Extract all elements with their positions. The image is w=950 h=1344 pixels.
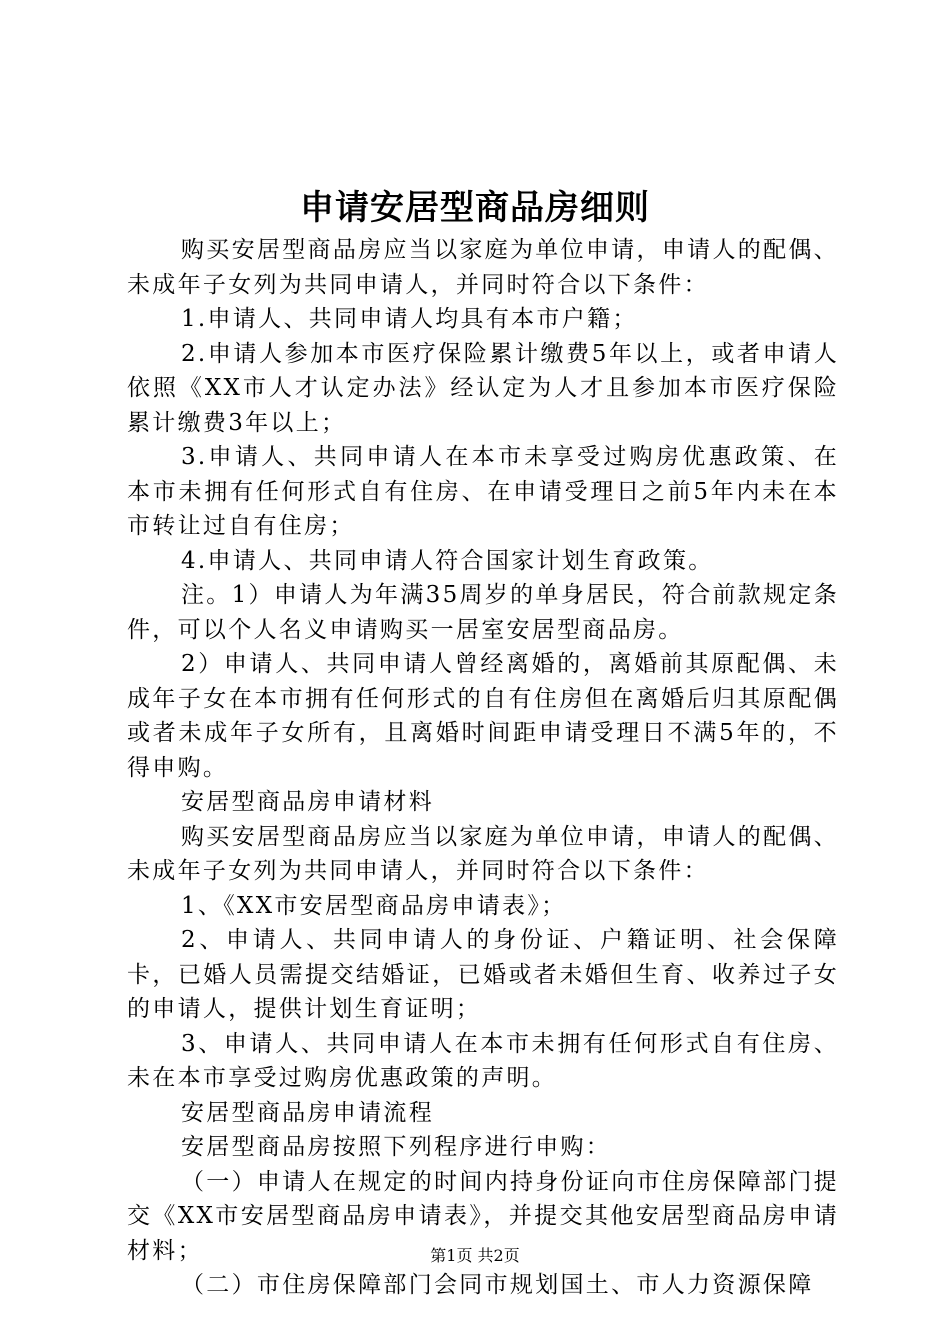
paragraph: 2、申请人、共同申请人的身份证、户籍证明、社会保障卡，已婚人员需提交结婚证，已婚或者未婚但生育、收养过子女的申请人，提供计划生育证明； (127, 927, 839, 1022)
paragraph: （一）申请人在规定的时间内持身份证向市住房保障部门提交《XX市安居型商品房申请表》，并提交其他安居型商品房申请材料； (127, 1168, 839, 1264)
paragraph: 2）申请人、共同申请人曾经离婚的，离婚前其原配偶、未成年子女在本市拥有任何形式的自有住房但在离婚后归其原配偶或者未成年子女所有，且离婚时间距申请受理日不满5年的，不得申购。 (127, 651, 839, 781)
document-title: 申请安居型商品房细则 (300, 188, 650, 228)
paragraph: 购买安居型商品房应当以家庭为单位申请，申请人的配偶、未成年子女列为共同申请人，并同时符合以下条件： (127, 823, 839, 884)
paragraph: 注。1）申请人为年满35周岁的单身居民，符合前款规定条件，可以个人名义申请购买一居室安居型商品房。 (127, 582, 839, 643)
paragraph: 3、申请人、共同申请人在本市未拥有任何形式自有住房、未在本市享受过购房优惠政策的声明。 (127, 1030, 839, 1091)
paragraph: 4.申请人、共同申请人符合国家计划生育政策。 (181, 547, 714, 574)
paragraph: 1.申请人、共同申请人均具有本市户籍； (181, 306, 638, 332)
paragraph: 购买安居型商品房应当以家庭为单位申请，申请人的配偶、未成年子女列为共同申请人，并同时符合以下条件： (127, 237, 839, 298)
section-heading: 安居型商品房申请流程 (181, 1099, 434, 1126)
paragraph: 1、《XX市安居型商品房申请表》； (181, 892, 567, 919)
paragraph: （二）市住房保障部门会同市规划国土、市人力资源保障 (181, 1272, 814, 1298)
paragraph: 安居型商品房按照下列程序进行申购： (181, 1134, 612, 1160)
page-footer: 第1页 共2页 (430, 1246, 520, 1265)
paragraph: 2.申请人参加本市医疗保险累计缴费5年以上，或者申请人依照《XX市人才认定办法》经认定为人才且参加本市医疗保险累计缴费3年以上； (127, 340, 839, 436)
paragraph: 3.申请人、共同申请人在本市未享受过购房优惠政策、在本市未拥有任何形式自有住房、在申请受理日之前5年内未在本市转让过自有住房； (127, 444, 839, 539)
section-heading: 安居型商品房申请材料 (181, 789, 434, 815)
document-body (127, 233, 839, 1303)
